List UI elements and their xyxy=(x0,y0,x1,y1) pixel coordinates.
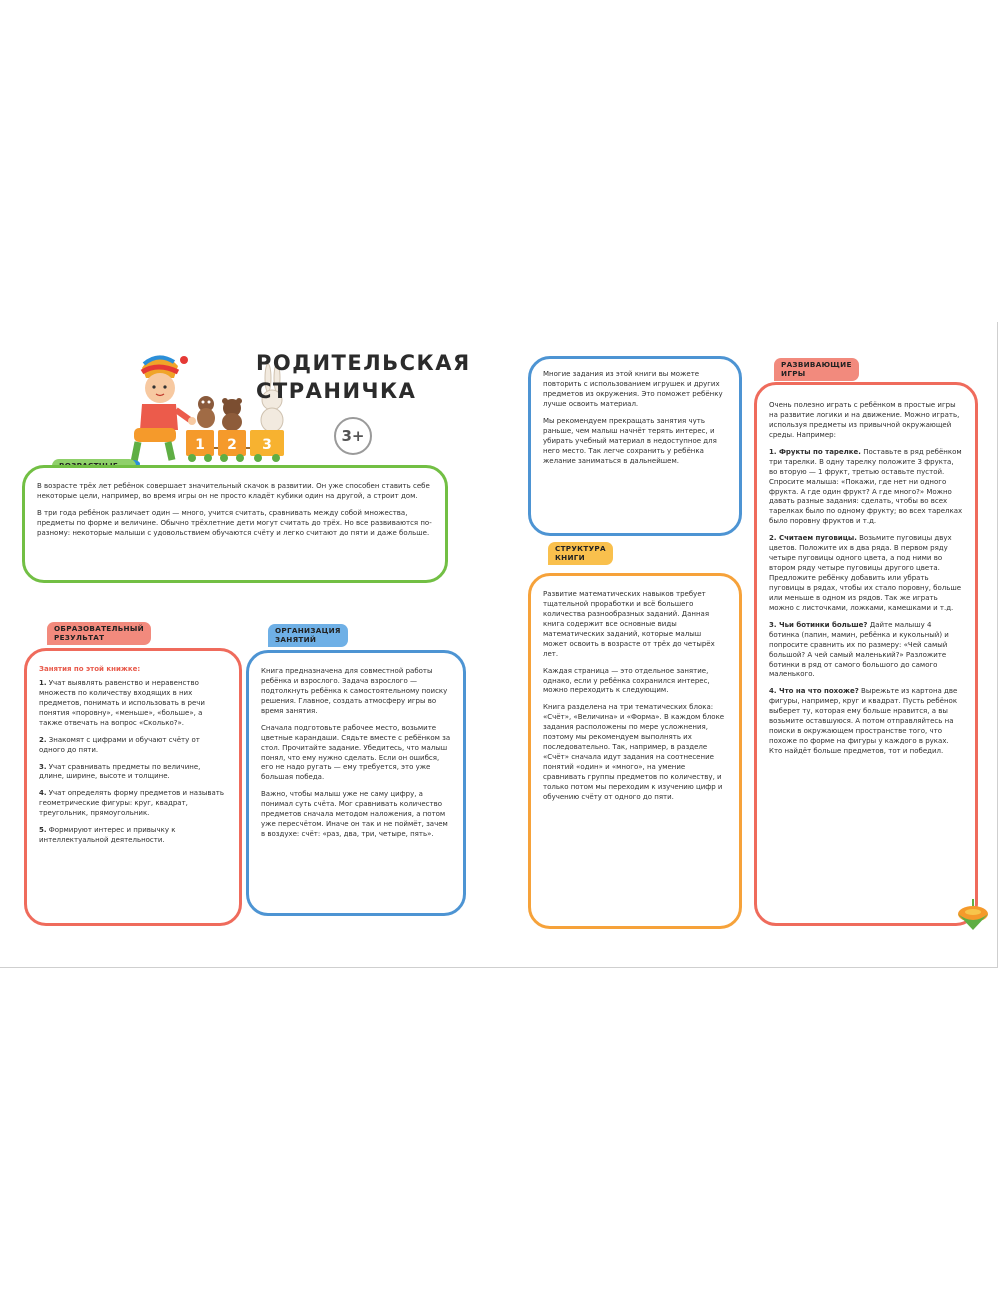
result-item-5: 5. Формируют интерес и привычку к интеллектуальной деятельности. xyxy=(39,826,176,845)
tab-organization xyxy=(268,624,348,647)
tab-developing-games xyxy=(774,358,859,381)
train-number-3: 3 xyxy=(262,437,272,453)
result-lead: Занятия по этой книжке: xyxy=(39,665,141,673)
organization-paragraph-2: Сначала подготовьте рабочее место, возьмите цветные карандаши. Сядьте вместе с ребёнком за стол. Прочитайте задание. Убедитесь, что малыш понял, что ему нужно сделать. Если он ошибся, его не надо ругать — ему требуется, это уже большая победа. xyxy=(261,723,451,782)
age-paragraph-1: В возрасте трёх лет ребёнок совершает значительный скачок в развитии. Он уже способен ставить себе некоторые цели, например, во время игры он не просто кладёт кубики один на другой, а строит дом. xyxy=(37,482,430,500)
intro-paragraph-2: Мы рекомендуем прекращать занятия чуть раньше, чем малыш начнёт терять интерес, и убирать учебный материал в недоступное для него место. Так легче сохранить у ребёнка желание заниматься в дальнейшем. xyxy=(543,416,717,465)
result-item-2: 2. Знакомят с цифрами и обучают счёту от одного до пяти. xyxy=(39,735,200,754)
train-number-2: 2 xyxy=(227,437,237,453)
structure-paragraph-2: Каждая страница — это отдельное занятие, однако, если у ребёнка сохранился интерес, можно переходить к следующим. xyxy=(543,666,710,695)
age-paragraph-2: В три года ребёнок различает один — много, учится считать, сравнивать между собой множества, предметы по форме и величине. Обычно трёхлетние дети могут считать до трёх. Но все развиваются по-разному: некоторые малыши с удовольствием обучаются счёту и легко считают до пяти и даже больше. xyxy=(37,508,432,537)
organization-paragraph-1: Книга предназначена для совместной работы ребёнка и взрослого. Задача взрослого — подтолкнуть ребёнка к самостоятельному поиску решения. Главное, создать атмосферу игры во время занятия. xyxy=(261,667,448,715)
tab-organization-line2: ЗАНЯТИЙ xyxy=(275,634,317,644)
developing-games-box xyxy=(754,382,978,926)
tab-structure-line1: СТРУКТУРА xyxy=(555,544,606,553)
result-item-3: 3. Учат сравнивать предметы по величине, длине, ширине, высоте и толщине. xyxy=(39,762,201,781)
tab-organization-line1: ОРГАНИЗАЦИЯ xyxy=(275,626,341,635)
tab-educational-result xyxy=(47,622,151,645)
result-item-4: 4. Учат определять форму предметов и называть геометрические фигуры: круг, квадрат, треугольник, прямоугольник. xyxy=(39,789,224,818)
age-badge: 3+ xyxy=(334,417,372,455)
spinning-top-icon xyxy=(956,898,990,932)
game-item-2: 2. Считаем пуговицы. Возьмите пуговицы двух цветов. Положите их в два ряда. В первом ряду четыре пуговицы одного цвета, а под ними во втором ряду четыре пуговицы другого цвета. Предложите ребёнку добавить или убрать пуговицы в рядах, чтобы их стало поровну, больше или меньше в одном из рядов. Так же играть можно с листочками, ложками, камешками и т.д. xyxy=(769,534,962,612)
page-title-line2: СТРАНИЧКА xyxy=(256,379,417,404)
structure-box xyxy=(528,573,742,929)
intro-box xyxy=(528,356,742,536)
organization-box xyxy=(246,650,466,916)
educational-result-box xyxy=(24,648,242,926)
organization-paragraph-3: Важно, чтобы малыш уже не саму цифру, а понимал суть счёта. Мог сравнивать количество предметов сначала методом наложения, а потом уже пересчётом. Иначе он так и не поймёт, зачем в воздухе: счёт: «раз, два, три, четыре, пять». xyxy=(261,790,448,839)
structure-paragraph-3: Книга разделена на три тематических блока: «Счёт», «Величина» и «Форма». В каждом блоке задания расположены по мере усложнения, поэтому мы рекомендуем выполнять их последовательно. Так, например, в разделе «Счёт» сначала идут задания на соотнесение понятий «один» и «много», на умение сравнивать группы предметов по количеству, и только потом мы переходим к изучению цифр и обучению счёту от одного до пяти. xyxy=(543,703,725,801)
games-intro: Очень полезно играть с ребёнком в простые игры на развитие логики и на движение. Можно играть, используя предметы из привычной окружающей среды. Например: xyxy=(769,401,960,439)
structure-paragraph-1: Развитие математических навыков требует тщательной проработки и всё большего количества разнообразных заданий. Данная книга содержит все основные виды математических заданий, которые малыш может освоить в возрасте от трёх до четырёх лет. xyxy=(543,590,715,658)
intro-paragraph-1: Многие задания из этой книги вы можете повторить с использованием игрушек и других предметов из окружения. Это поможет ребёнку лучше освоить материал. xyxy=(543,370,723,408)
tab-result-line1: ОБРАЗОВАТЕЛЬНЫЙ xyxy=(54,624,144,633)
toy-train xyxy=(186,430,284,462)
tab-structure-line2: КНИГИ xyxy=(555,552,586,562)
tab-games-line1: РАЗВИВАЮЩИЕ xyxy=(781,360,852,369)
game-item-1: 1. Фрукты по тарелке. Поставьте в ряд ребёнком три тарелки. В одну тарелку положите 3 фрукта, во вторую — 1 фрукт, третью оставьте пустой. Спросите малыша: «Покажи, где нет ни одного фрукта. А где один фрукт? А где много?» Можно давать разные задания: сделать, чтобы во всех тарелках было по одному фрукту; во всех тарелках было поровну фруктов и т.д. xyxy=(769,447,963,526)
child-figure xyxy=(128,355,196,468)
tab-result-line2: РЕЗУЛЬТАТ xyxy=(54,632,105,642)
page-title-line1: РОДИТЕЛЬСКАЯ xyxy=(256,351,471,375)
game-item-3: 3. Чьи ботинки больше? Дайте малышу 4 ботинка (папин, мамин, ребёнка и кукольный) и попросите сравнить их по размеру: «Чей самый большой? А чей самый маленький?» Разложите ботинки в ряд от самого большого до самого маленького. xyxy=(769,620,949,679)
tab-book-structure xyxy=(548,542,613,565)
train-number-1: 1 xyxy=(195,437,205,453)
tab-games-line2: ИГРЫ xyxy=(781,368,806,378)
game-item-4: 4. Что на что похоже? Вырежьте из картона две фигуры, например, круг и квадрат. Пусть ребёнок выберет ту, которая ему больше нравится, а вы возьмите оставшуюся. А потом отправляйтесь на поиски в окружающем пространстве того, что похоже по форме на фигуры у каждого в руках. Кто найдёт больше предметов, тот и победил. xyxy=(769,687,958,755)
age-possibilities-box xyxy=(22,465,448,583)
page-title xyxy=(256,352,471,402)
result-item-1: 1. Учат выявлять равенство и неравенство множеств по количеству входящих в них предметов, понимать и использовать в речи понятия «поровну», «меньше», «больше», а также отвечать на вопрос «Сколько?». xyxy=(39,678,205,727)
